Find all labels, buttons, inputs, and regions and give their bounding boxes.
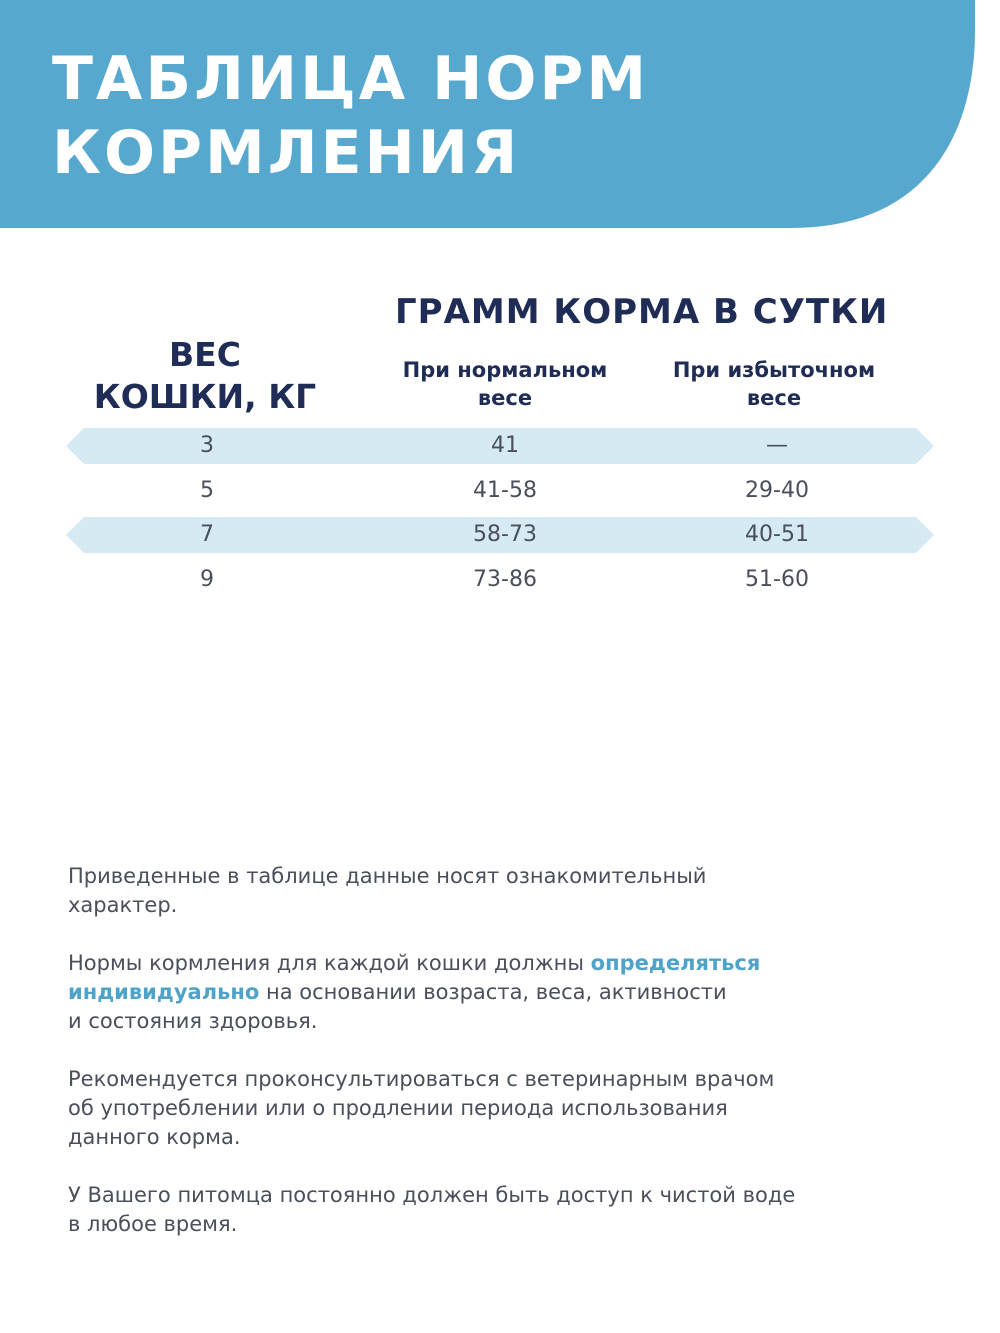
normal-weight-column-header xyxy=(380,356,630,412)
highlight-text: определяться xyxy=(590,951,761,975)
normal-header-line2: весе xyxy=(477,386,533,410)
over-header-line2: весе xyxy=(746,386,802,410)
weight-column-header xyxy=(70,334,340,418)
note-text: об употреблении или о продлении периода использования xyxy=(68,1096,728,1120)
over-grams-cell: — xyxy=(766,433,788,458)
page-title-line2: КОРМЛЕНИЯ xyxy=(52,118,521,188)
normal-grams-cell: 41-58 xyxy=(473,478,537,503)
note-text: характер. xyxy=(68,893,178,917)
note-text: Рекомендуется проконсультироваться с ветеринарным врачом xyxy=(68,1067,775,1091)
note-text: данного корма. xyxy=(68,1125,241,1149)
weight-header-line2: КОШКИ, КГ xyxy=(93,377,317,416)
normal-grams-cell: 73-86 xyxy=(473,567,537,592)
page-title xyxy=(52,42,649,190)
overweight-column-header xyxy=(649,356,899,412)
table-row xyxy=(0,428,1000,464)
note-paragraph xyxy=(68,949,868,1036)
note-text: в любое время. xyxy=(68,1212,238,1236)
note-paragraph xyxy=(68,1181,868,1239)
over-grams-cell: 51-60 xyxy=(745,567,809,592)
weight-header-line1: ВЕС xyxy=(169,335,241,374)
note-text: на основании возраста, веса, активности xyxy=(259,980,727,1004)
weight-cell: 9 xyxy=(200,567,214,592)
weight-cell: 3 xyxy=(200,433,214,458)
weight-cell: 7 xyxy=(200,522,214,547)
note-paragraph xyxy=(68,862,868,920)
normal-grams-cell: 58-73 xyxy=(473,522,537,547)
normal-grams-cell: 41 xyxy=(491,433,519,458)
note-paragraph xyxy=(68,1065,868,1152)
over-grams-cell: 40-51 xyxy=(745,522,809,547)
normal-header-line1: При нормальном xyxy=(402,358,608,382)
note-text: и состояния здоровья. xyxy=(68,1009,318,1033)
notes-section xyxy=(68,862,868,1268)
weight-cell: 5 xyxy=(200,478,214,503)
over-grams-cell: 29-40 xyxy=(745,478,809,503)
note-text: Нормы кормления для каждой кошки должны xyxy=(68,951,591,975)
table-row xyxy=(0,473,1000,509)
table-row xyxy=(0,517,1000,553)
highlight-text: индивидуально xyxy=(68,980,260,1004)
note-text: Приведенные в таблице данные носят ознакомительный xyxy=(68,864,707,888)
table-row xyxy=(0,562,1000,598)
page-title-line1: ТАБЛИЦА НОРМ xyxy=(52,44,650,114)
grams-per-day-header: ГРАММ КОРМА В СУТКИ xyxy=(395,292,889,332)
over-header-line1: При избыточном xyxy=(672,358,876,382)
note-text: У Вашего питомца постоянно должен быть доступ к чистой воде xyxy=(68,1183,796,1207)
